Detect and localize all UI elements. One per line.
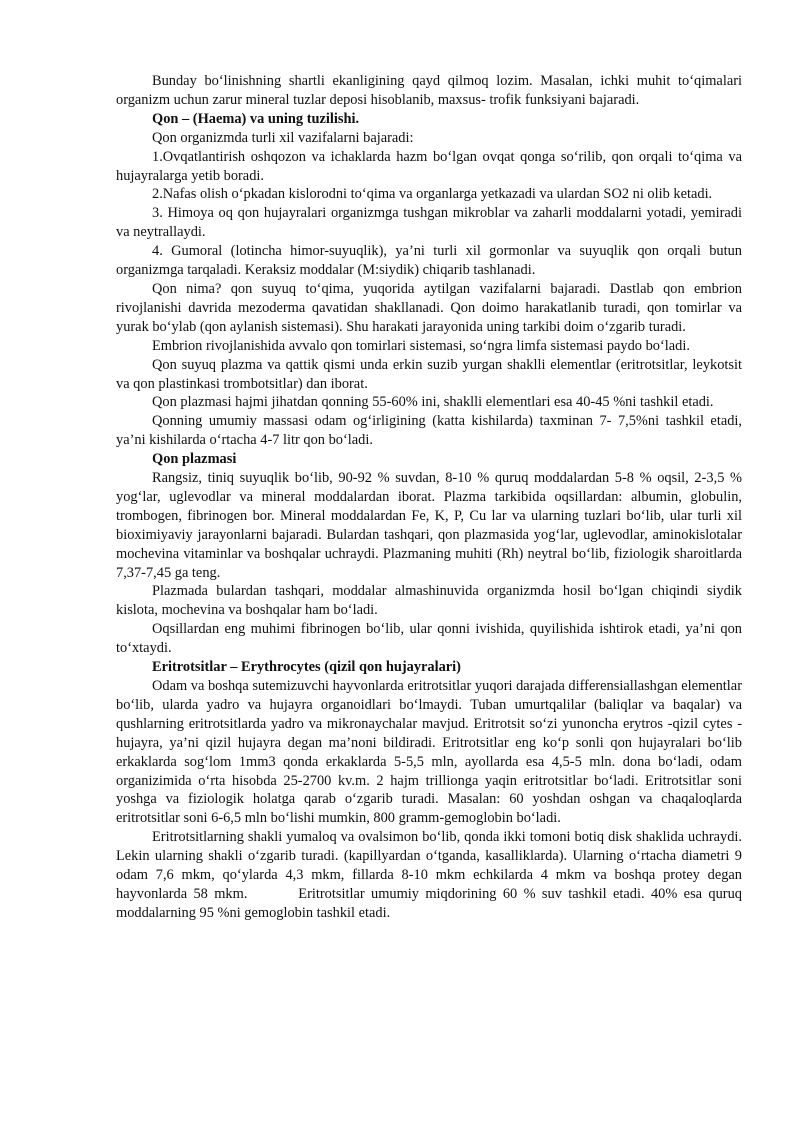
paragraph: Qon nima? qon suyuq to‘qima, yuqorida aytilgan vazifalarni bajaradi. Dastlab qon embrion rivojlanishi davrida mezoderma qavatidan shakllanadi. Qon doimo harakatlanib turadi, qon tomirlar va yurak bo‘ylab (qon aylanish sistemasi). Shu harakati jarayonida uning tarkibi doim o‘zgarib turadi. <box>116 280 742 335</box>
paragraph: Oqsillardan eng muhimi fibrinogen bo‘lib, ular qonni ivishida, quyilishida ishtirok etadi, ya’ni qon to‘xtaydi. <box>116 621 742 657</box>
paragraph: Qonning umumiy massasi odam og‘irligining (katta kishilarda) taxminan 7- 7,5%ni tashkil etadi, ya’ni kishilarda o‘rtacha 4-7 litr qon bo‘ladi. <box>116 413 742 449</box>
document-page <box>116 72 746 923</box>
paragraph: Embrion rivojlanishida avvalo qon tomirlari sistemasi, so‘ngra limfa sistemasi paydo bo‘ladi. <box>152 337 690 354</box>
list-item-respiration: 2.Nafas olish o‘pkadan kislorodni to‘qima va organlarga yetkazadi va ulardan SO2 ni olib ketadi. <box>152 186 713 203</box>
list-item-humoral: 4. Gumoral (lotincha himor-suyuqlik), ya’ni turli xil gormonlar va suyuqlik qon orqali butun organizmga tarqaladi. Keraksiz moddalar (M:siydik) chiqarib tashlanadi. <box>116 243 742 279</box>
paragraph: Rangsiz, tiniq suyuqlik bo‘lib, 90-92 % suvdan, 8-10 % quruq moddalardan 5-8 % oqsil, 2-3,5 % yog‘lar, uglevodlar va mineral moddalardan iborat. Plazma tarkibida oqsillardan: albumin, globulin, trombogen, fibrinogen bor. Mineral moddalardan Fe, K, P, Cu lar va ularning tuzlari bo‘lib, ular turli xil bioximiyaviy jarayonlarni bajaradi. Bulardan tashqari, qon plazmasida yog‘lar, uglevodlar, aminokislotalar mochevina vitaminlar va boshqalar uchraydi. Plazmaning muhiti (Rh) neytral bo‘lib, fiziologik sharoitlarda 7,37-7,45 ga teng. <box>116 470 742 581</box>
list-item-protection: 3. Himoya oq qon hujayralari organizmga tushgan mikroblar va zaharli moddalarni yotadi, yemiradi va neytrallaydi. <box>116 205 742 241</box>
paragraph: Qon organizmda turli xil vazifalarni bajaradi: <box>152 129 414 146</box>
list-item-nutrition: 1.Ovqatlantirish oshqozon va ichaklarda hazm bo‘lgan ovqat qonga so‘rilib, qon orqali to‘qima va hujayralarga yetib boradi. <box>116 148 742 184</box>
paragraph: Eritrotsitlarning shakli yumaloq va ovalsimon bo‘lib, qonda ikki tomoni botiq disk shaklida uchraydi. Lekin ularning shakli o‘zgarib turadi. (kapillyardan o‘tganda, kasalliklarda). Ularning o‘rtacha diametri 9 odam 7,6 mkm, qo‘ylarda 4,3 mkm, fillarda 8-10 mkm echkilarda 4 mkm va boshqa protey degan hayvonlarda 58 mkm. Eritrotsitlar umumiy miqdorining 60 % suv tashkil etadi. 40% esa quruq moddalarning 95 %ni gemoglobin tashkil etadi. <box>116 829 746 921</box>
paragraph: Qon plazmasi hajmi jihatdan qonning 55-60% ini, shaklli elementlari esa 40-45 %ni tashkil etadi. <box>152 394 714 411</box>
section-heading-blood: Qon – (Haema) va uning tuzilishi. <box>152 110 360 127</box>
paragraph: Qon suyuq plazma va qattik qismi unda erkin suzib yurgan shaklli elementlar (eritrotsitlar, leykotsit va qon plastinkasi trombotsitlar) dan iborat. <box>116 356 742 392</box>
paragraph: Plazmada bulardan tashqari, moddalar almashinuvida organizmda hosil bo‘lgan chiqindi siydik kislota, mochevina va boshqalar ham bo‘ladi. <box>116 583 742 619</box>
section-heading-plasma: Qon plazmasi <box>152 451 237 468</box>
section-heading-erythrocytes: Eritrotsitlar – Erythrocytes (qizil qon hujayralari) <box>152 659 461 676</box>
intro-paragraph: Bunday bo‘linishning shartli ekanligining qayd qilmoq lozim. Masalan, ichki muhit to‘qimalari organizm uchun zarur mineral tuzlar deposi hisoblanib, maxsus- trofik funksiyani bajaradi. <box>116 73 742 108</box>
paragraph: Odam va boshqa sutemizuvchi hayvonlarda eritrotsitlar yuqori darajada differensiallashgan elementlar bo‘lib, ularda yadro va hujayra organoidlari bo‘lmaydi. Tuban umurtqalilar (baliqlar va baqalar) va qushlarning eritrotsitlarda yadro va mikronaychalar mavjud. Eritrotsit so‘zi yunoncha erytros -qizil cytes -hujayra, ya’ni qizil hujayra degan ma’noni bildiradi. Eritrotsitlar eng ko‘p sonli qon hujayralari bo‘lib erkaklarda sog‘lom 1mm3 qonda erkaklarda 5-5,5 mln, ayollarda esa 4,5-5 mln. dona bo‘ladi, odam organizimida o‘rta hisobda 25-2700 kv.m. 2 hajm trillionga yaqin eritrotsitlar bo‘ladi. Eritrotsitlar soni yoshga va fiziologik holatga qarab o‘zgarib turadi. Masalan: 60 yoshdan oshgan va chaqaloqlarda eritrotsitlar soni 6-6,5 mln bo‘lishi mumkin, 800 gramm-gemoglobin bo‘ladi. <box>116 678 742 827</box>
